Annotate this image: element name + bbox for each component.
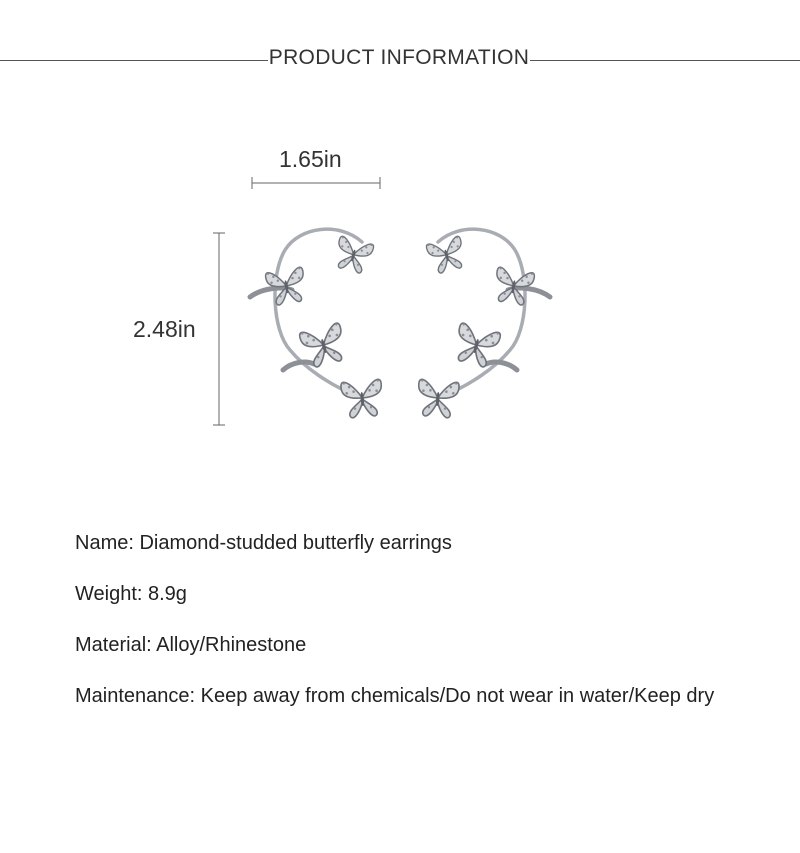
- info-maintenance: Maintenance: Keep away from chemicals/Do not wear in water/Keep dry: [75, 685, 715, 707]
- width-dimension-line: [252, 177, 380, 189]
- height-dimension-label: 2.48in: [133, 316, 196, 342]
- info-name: Name: Diamond-studded butterfly earrings: [75, 532, 452, 554]
- right-earring: [416, 229, 550, 418]
- height-dimension-line: [213, 233, 225, 425]
- width-dimension-label: 1.65in: [279, 146, 342, 172]
- left-earring: [250, 229, 384, 418]
- section-title: PRODUCT INFORMATION: [268, 46, 530, 69]
- info-material: Material: Alloy/Rhinestone: [75, 634, 307, 656]
- info-weight: Weight: 8.9g: [75, 583, 187, 605]
